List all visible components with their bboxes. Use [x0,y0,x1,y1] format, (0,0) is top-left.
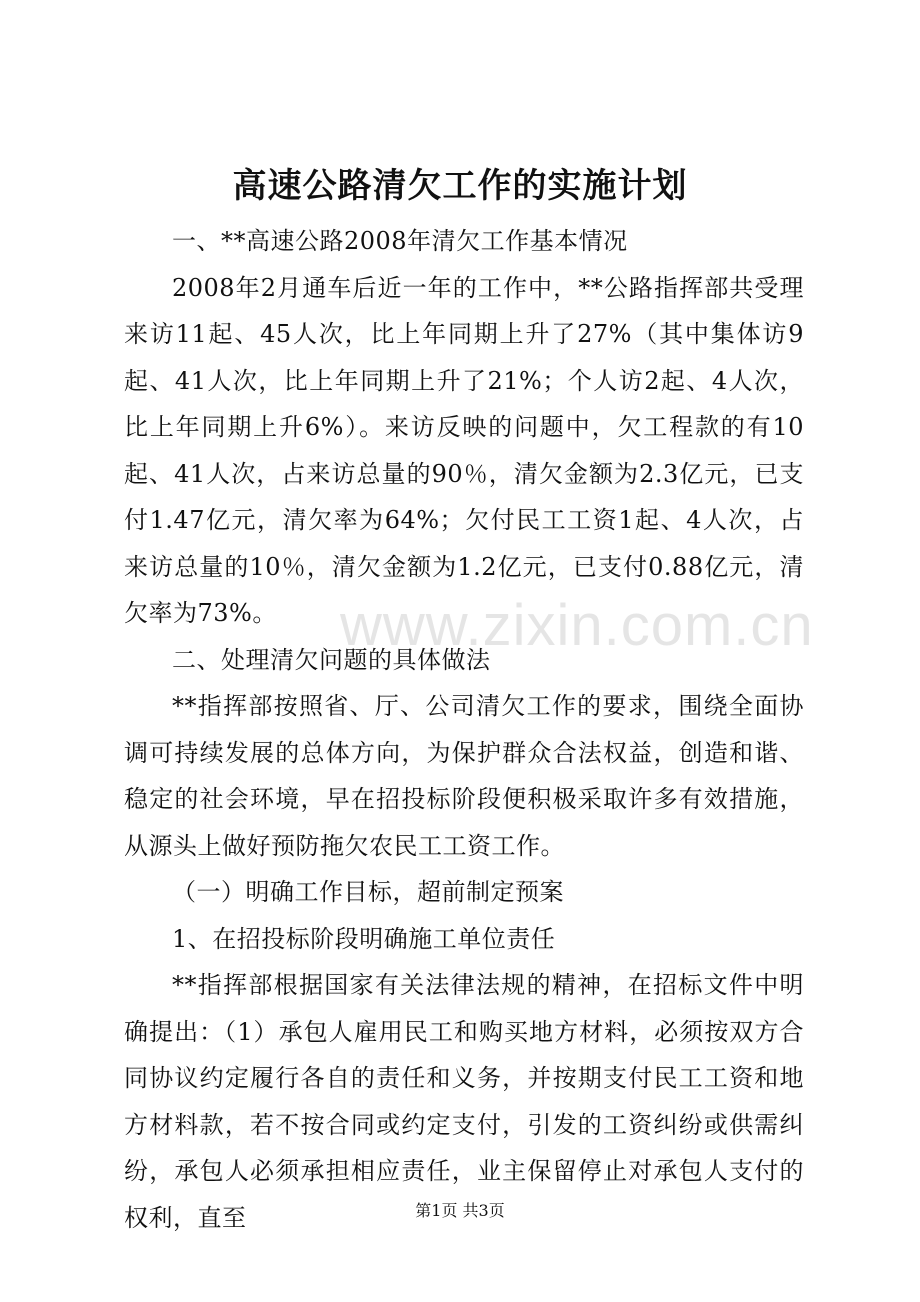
body-paragraph-2: **指挥部按照省、厅、公司清欠工作的要求，围绕全面协调可持续发展的总体方向，为保护群众合法权益，创造和谐、稳定的社会环境，早在招投标阶段便积极采取许多有效措施，从源头上做好预防拖欠农民工工资工作。 [124,692,804,860]
body-paragraph-1: 2008年2月通车后近一年的工作中，**公路指挥部共受理来访11起、45人次，比上年同期上升了27%（其中集体访9起、41人次，比上年同期上升了21%；个人访2起、4人次，比上年同期上升6%）。来访反映的问题中，欠工程款的有10起、41人次，占来访总量的90％，清欠金额为2.3亿元，已支付1.47亿元，清欠率为64%；欠付民工工资1起、4人次，占来访总量的10％，清欠金额为1.2亿元，已支付0.88亿元，清欠率为73%。 [124,273,804,627]
section-heading-1: 一、**高速公路2008年清欠工作基本情况 [172,227,628,255]
document-title: 高速公路清欠工作的实施计划 [232,166,688,206]
item-heading-1: 1、在招投标阶段明确施工单位责任 [172,924,556,953]
page-footer: 第1页 共3页 [415,1201,505,1220]
watermark: www.zixin.com.cn [340,593,814,658]
document-body [124,218,804,1241]
body-paragraph-3: **指挥部根据国家有关法律法规的精神，在招标文件中明确提出：（1）承包人雇用民工和购买地方材料，必须按双方合同协议约定履行各自的责任和义务，并按期支付民工工资和地方材料款，若不按合同或约定支付，引发的工资纠纷或供需纠纷，承包人必须承担相应责任，业主保留停止对承包人支付的权利，直至 [124,971,804,1232]
section-heading-2: 二、处理清欠问题的具体做法 [172,645,491,674]
subsection-heading-1: （一）明确工作目标，超前制定预案 [172,878,564,906]
